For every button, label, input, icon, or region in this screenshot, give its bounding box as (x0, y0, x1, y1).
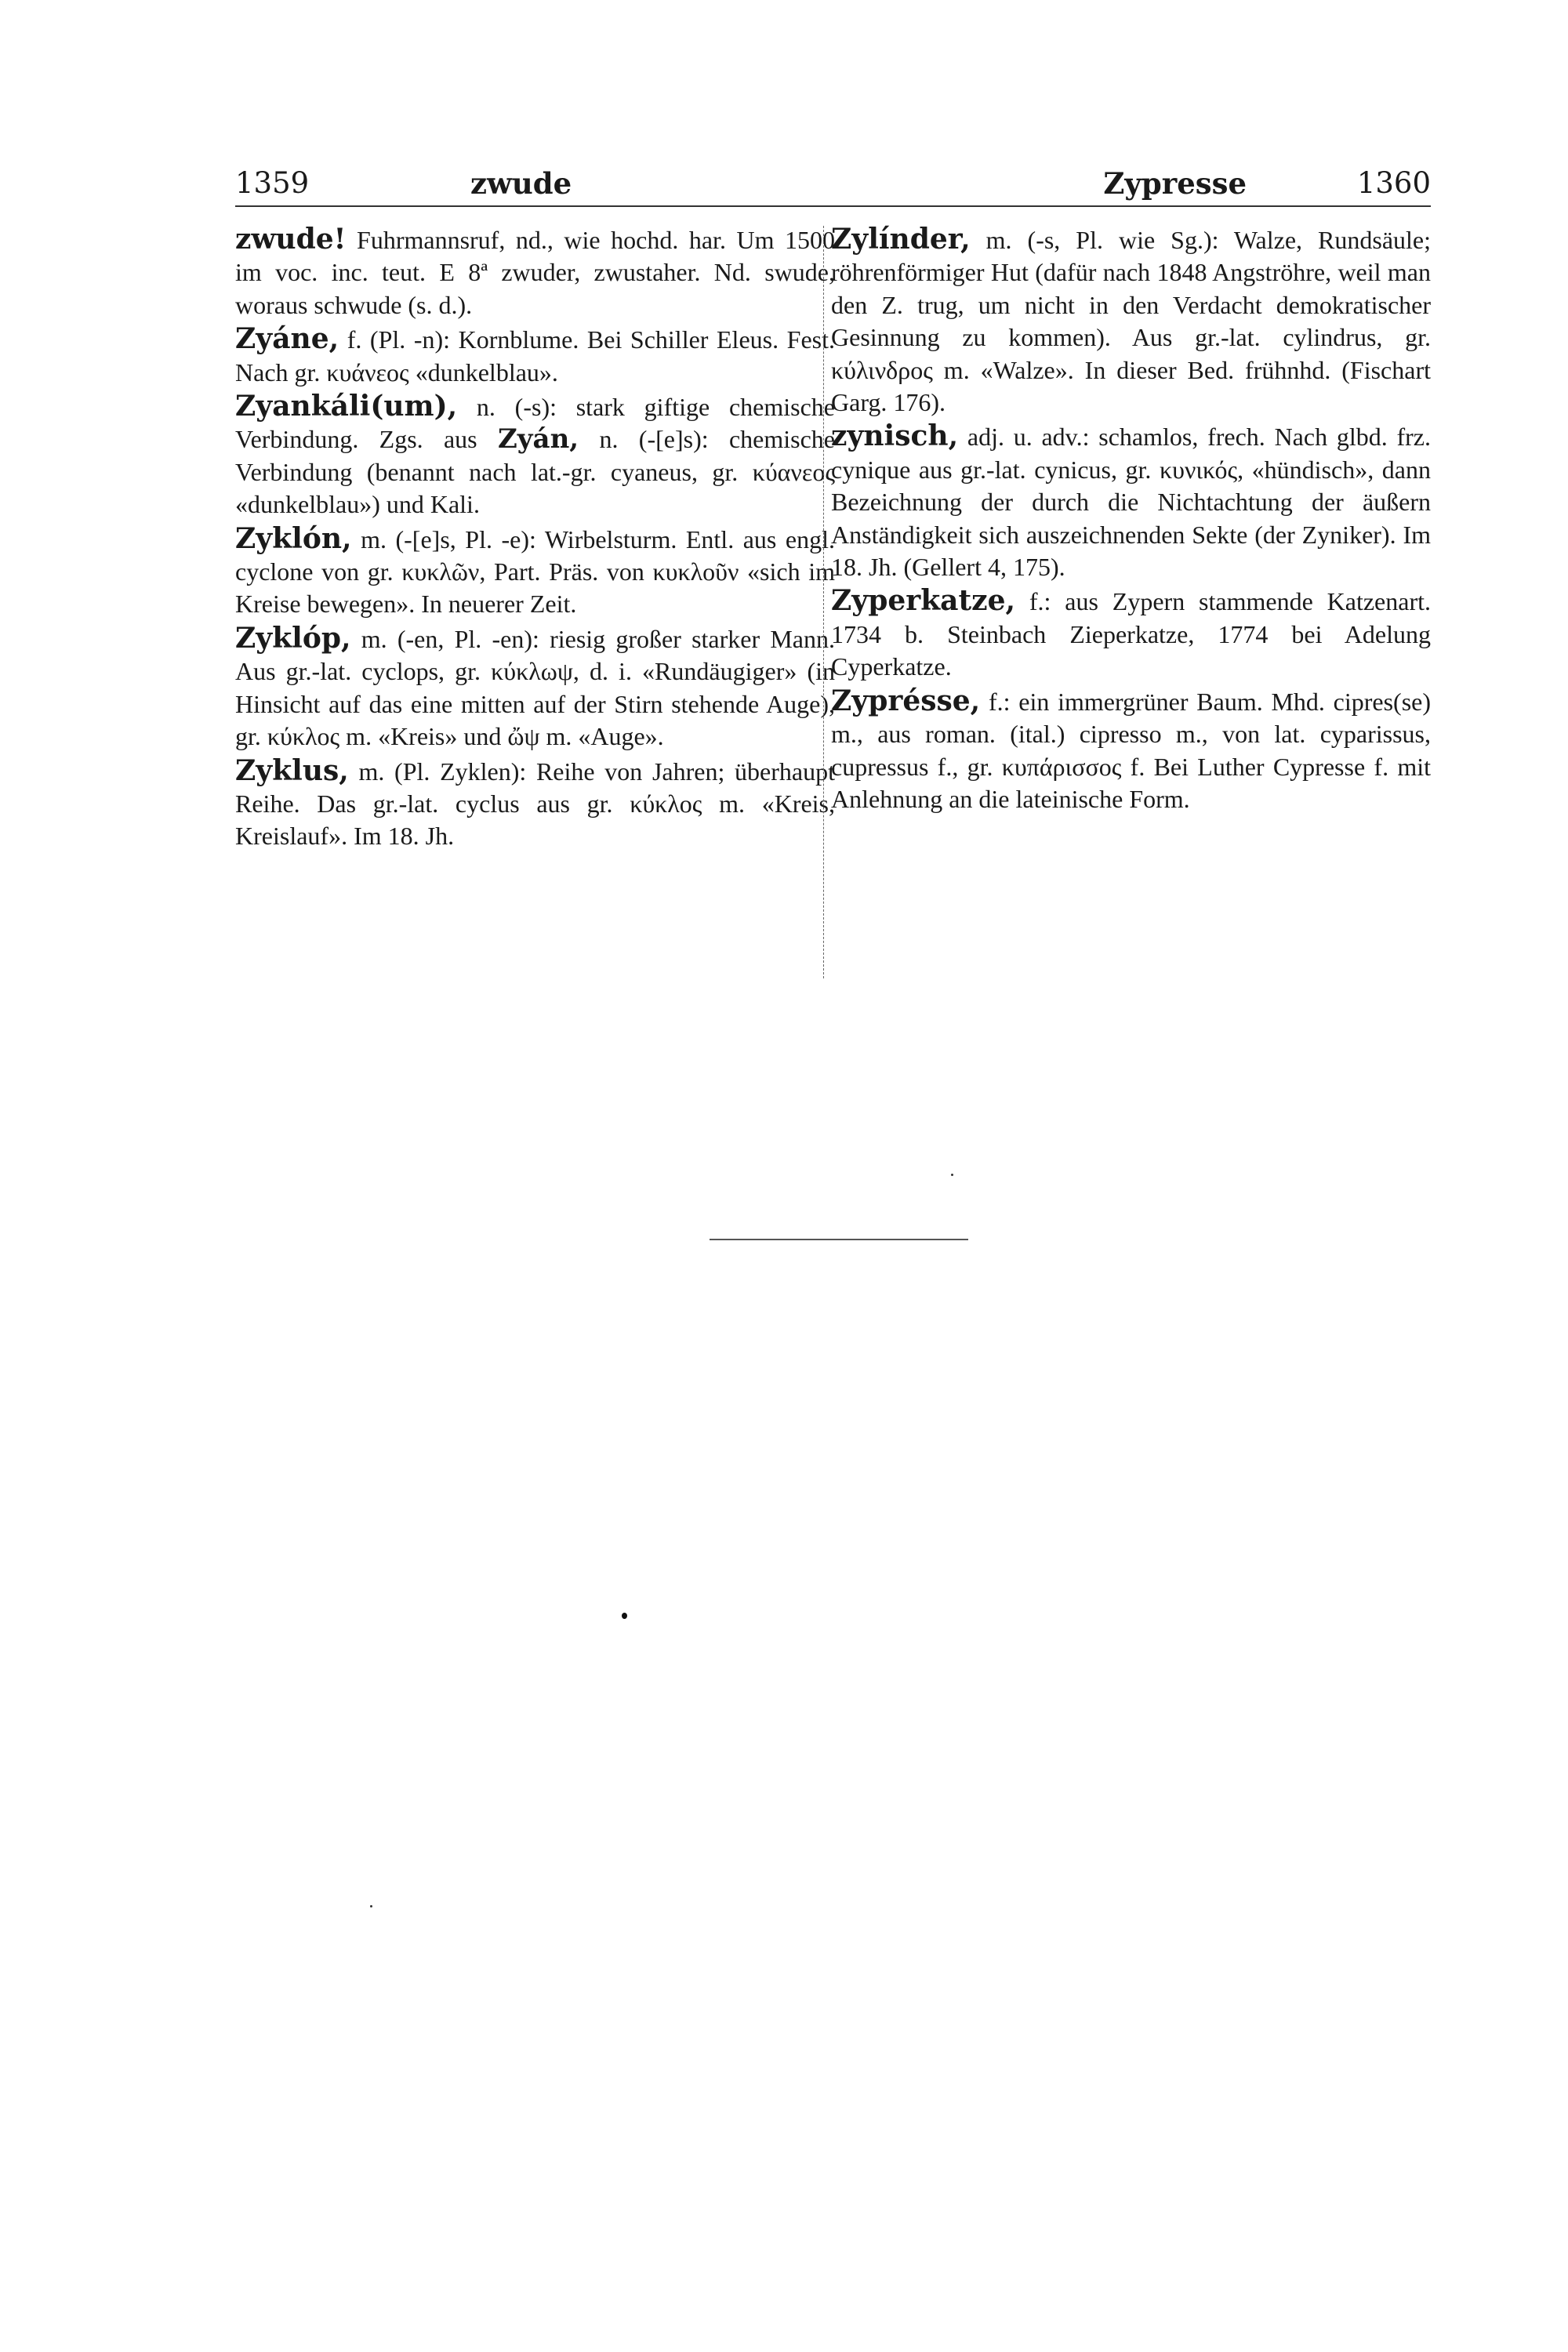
headword: Zyklón, (235, 521, 352, 555)
entry-text: f.: ein immergrüner Baum. Mhd. cipres(se) m., aus roman. (ital.) cipresso m., von lat. cyparissus, cupressus f., gr. κυπάρισσος f. Bei Luther Cypresse f. mit Anlehnung an die lateinische Form. (831, 687, 1431, 813)
headword: Zyklus, (235, 753, 349, 787)
headword: Zyklóp, (235, 621, 351, 655)
headword: zwude! (235, 223, 347, 256)
sub-headword: Zyán, (497, 423, 579, 456)
left-column (235, 223, 835, 853)
dictionary-entry (831, 585, 1431, 683)
dictionary-entry (831, 685, 1431, 816)
page-number-left: 1359 (235, 166, 310, 200)
headword: Zyáne, (235, 322, 339, 356)
dictionary-entry (235, 390, 835, 521)
page-number-right: 1360 (1356, 166, 1431, 200)
ink-speck (370, 1905, 372, 1907)
entry-text: f.: aus Zypern stammende Katzenart. 1734 b. Steinbach Zieperkatze, 1774 bei Adelung Cyperkatze. (831, 587, 1431, 681)
headword: Zyprésse, (831, 684, 981, 717)
running-head-right: Zypresse (1103, 166, 1247, 201)
running-head-left: zwude (470, 166, 572, 201)
headword: Zyperkatze, (831, 584, 1016, 618)
ink-speck (951, 1174, 953, 1176)
entry-text: n. (-s): stark giftige chemische Verbindung. Zgs. aus (235, 393, 835, 454)
right-column (831, 223, 1431, 815)
headword: Zylínder, (831, 223, 971, 256)
entry-text: Fuhrmannsruf, nd., wie hochd. har. Um 1500 im voc. inc. teut. E 8ª zwuder, zwustaher. Nd. swude, woraus schwude (s. d.). (235, 226, 835, 319)
ink-speck (622, 1613, 627, 1619)
entry-text: m. (-s, Pl. wie Sg.): Walze, Rundsäule; röhrenförmiger Hut (dafür nach 1848 Angströhre, weil man den Z. trug, um nicht in den Verdacht demokratischer Gesinnung zu kommen). Aus gr.-lat. cylindrus, gr. κύλινδρος m. «Walze». In dieser Bed. frühnhd. (Fischart Garg. 176). (831, 226, 1431, 417)
headword: zynisch, (831, 419, 959, 453)
dictionary-entry (831, 420, 1431, 583)
dictionary-entry (235, 755, 835, 853)
entry-text: adj. u. adv.: schamlos, frech. Nach glbd. frz. cynique aus gr.-lat. cynicus, gr. κυνικός, «hündisch», dann Bezeichnung der durch die Nichtachtung der äußern Anständigkeit sich auszeichnenden Sekte (der Zyniker). Im 18. Jh. (Gellert 4, 175). (831, 423, 1431, 582)
entry-text: n. (-[e]s): chemische Verbindung (benannt nach lat.-gr. cyaneus, gr. κύανεος «dunkelblau») und Kali. (235, 425, 836, 519)
dictionary-entry (235, 622, 835, 753)
headword: Zyankáli(um), (235, 390, 458, 423)
dictionary-entry (235, 523, 835, 621)
entry-text: m. (Pl. Zyklen): Reihe von Jahren; überhaupt Reihe. Das gr.-lat. cyclus aus gr. κύκλος m. «Kreis, Kreislauf». Im 18. Jh. (235, 757, 835, 851)
dictionary-entry (235, 223, 835, 321)
column-divider (823, 226, 824, 978)
entry-text: m. (-[e]s, Pl. -e): Wirbelsturm. Entl. aus engl. cyclone von gr. κυκλῶν, Part. Präs. von κυκλοῦν «sich im Kreise bewegen». In neuerer Zeit. (235, 524, 835, 619)
dictionary-entry (831, 223, 1431, 419)
page-header (235, 162, 1431, 207)
end-rule (710, 1239, 968, 1240)
entry-text: f. (Pl. -n): Kornblume. Bei Schiller Eleus. Fest. Nach gr. κυάνεος «dunkelblau». (235, 325, 835, 387)
dictionary-entry (235, 323, 835, 389)
entry-text: m. (-en, Pl. -en): riesig großer starker Mann. Aus gr.-lat. cyclops, gr. κύκλωψ, d. i. «Rundäugiger» (in Hinsicht auf das eine mitten auf der Stirn stehende Auge), gr. κύκλος m. «Kreis» und ὤψ m. «Auge». (235, 624, 835, 751)
